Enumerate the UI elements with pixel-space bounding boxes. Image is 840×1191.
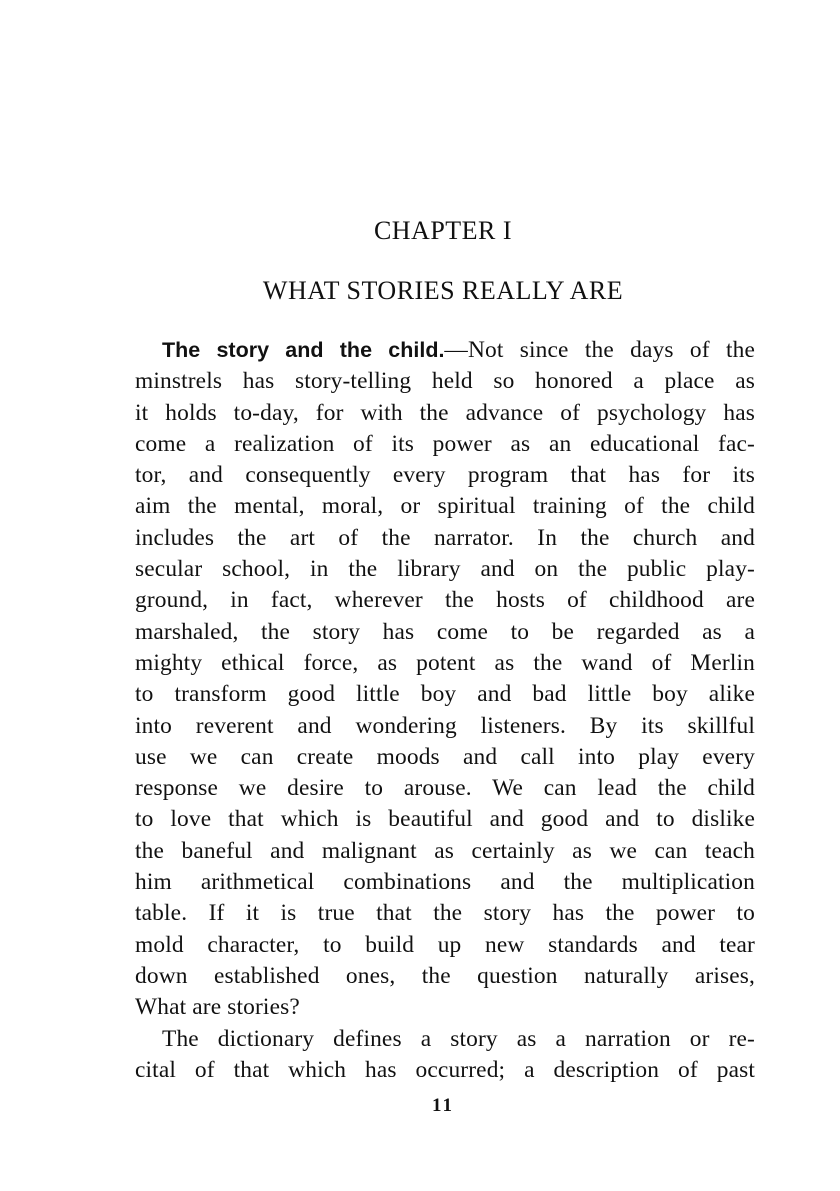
text-line: down established ones, the question naturally arises, bbox=[135, 962, 755, 989]
text-line: The dictionary defines a story as a narration or re- bbox=[162, 1025, 755, 1052]
text-line: it holds to-day, for with the advance of psychology has bbox=[135, 399, 755, 426]
text-line: aim the mental, moral, or spiritual training of the child bbox=[135, 493, 755, 520]
text-line: into reverent and wondering listeners. By its skillful bbox=[135, 712, 755, 739]
text-line: the baneful and malignant as certainly as we can teach bbox=[135, 837, 755, 864]
paragraph-story-and-child bbox=[135, 335, 755, 1024]
paragraph-dictionary-definition bbox=[135, 1024, 755, 1087]
text-line: secular school, in the library and on the public play- bbox=[135, 556, 755, 583]
text-line: ground, in fact, wherever the hosts of childhood are bbox=[135, 587, 755, 614]
text-line: use we can create moods and call into play every bbox=[135, 743, 755, 770]
text-line: marshaled, the story has come to be regarded as a bbox=[135, 618, 755, 645]
text-line: mighty ethical force, as potent as the wand of Merlin bbox=[135, 649, 755, 676]
text-line: minstrels has story-telling held so honored a place as bbox=[135, 368, 755, 395]
text-line: come a realization of its power as an educational fac- bbox=[135, 430, 755, 457]
text-line: to transform good little boy and bad little boy alike bbox=[135, 681, 755, 708]
chapter-title: WHAT STORIES REALLY ARE bbox=[262, 276, 624, 305]
text-line: tor, and consequently every program that has for its bbox=[135, 462, 755, 489]
page-number: 11 bbox=[432, 1095, 454, 1116]
text-line: includes the art of the narrator. In the church and bbox=[135, 524, 755, 551]
section-heading: The story and the child. bbox=[162, 338, 445, 362]
text-line-content: —Not since the days of the bbox=[444, 337, 755, 363]
text-line: What are stories? bbox=[135, 994, 300, 1021]
text-line: mold character, to build up new standards and tear bbox=[135, 931, 755, 958]
text-line: response we desire to arouse. We can lead the child bbox=[135, 775, 755, 802]
text-line: to love that which is beautiful and good and to dislike bbox=[135, 806, 755, 833]
text-line: table. If it is true that the story has the power to bbox=[135, 900, 755, 927]
chapter-number: CHAPTER I bbox=[373, 216, 513, 245]
body-text bbox=[135, 335, 755, 1086]
text-line bbox=[135, 335, 755, 366]
text-line: cital of that which has occurred; a description of past bbox=[135, 1056, 755, 1083]
text-line: him arithmetical combinations and the multiplication bbox=[135, 869, 755, 896]
